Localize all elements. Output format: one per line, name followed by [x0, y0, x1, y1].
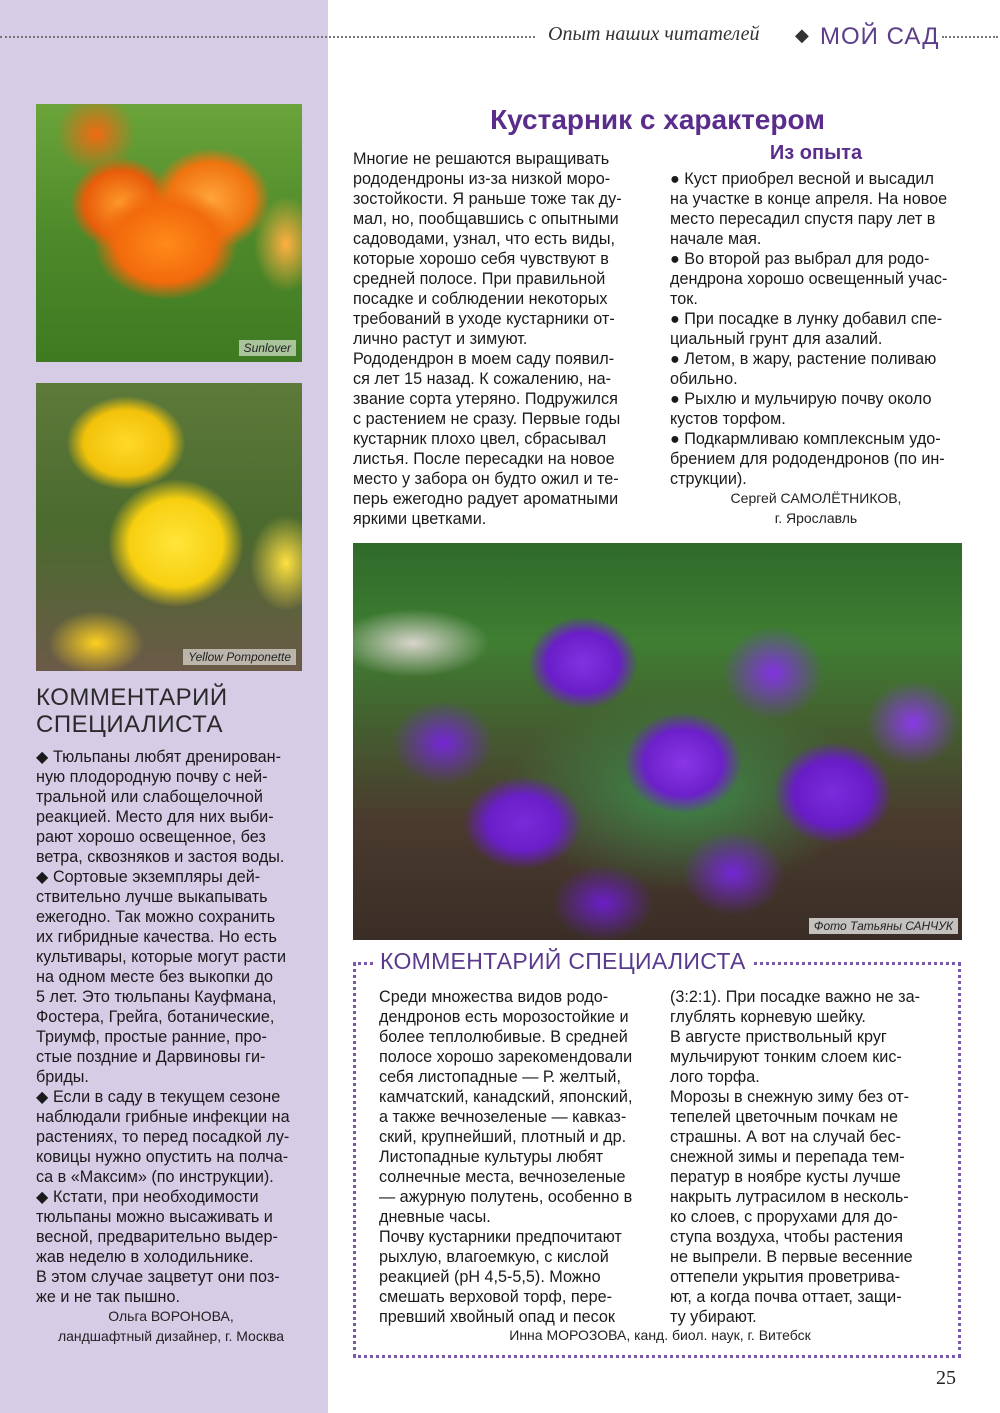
text-line: дневные часы. [379, 1208, 491, 1226]
text-line: Рододендрон в моем саду появил- [353, 350, 615, 368]
article-left-column [353, 149, 645, 529]
sidebar-heading [36, 684, 228, 738]
specialist-comment-heading: КОММЕНТАРИЙ СПЕЦИАЛИСТА [374, 948, 752, 975]
header-diamond-icon: ◆ [795, 25, 809, 45]
text-line: мал, но, пообщавшись с опытными [353, 210, 619, 228]
text-line: ковицы нужно опустить на полча- [36, 1148, 289, 1166]
text-line: место у забора он будто ожил и те- [353, 470, 619, 488]
text-line: же и не так пышно. [36, 1288, 180, 1306]
sunlover-tulip-photo [36, 104, 302, 362]
text-line: мульчируют тонким слоем кис- [670, 1048, 902, 1066]
header-dotted-rule-right [942, 36, 998, 38]
text-line: ступа воздуха, чтобы растения [670, 1228, 903, 1246]
text-line: полосе хорошо зарекомендовали [379, 1048, 633, 1066]
text-line: ский, крупнейший, плотный и др. [379, 1128, 627, 1146]
text-line: зостойкости. Я раньше тоже так ду- [353, 190, 622, 208]
text-line: ток. [670, 290, 698, 308]
text-line: ся лет 15 назад. К сожалению, на- [353, 370, 612, 388]
text-line: звание сорта утеряно. Подружился [353, 390, 618, 408]
comment-author: Инна МОРОЗОВА, канд. биол. наук, г. Витебск [509, 1327, 811, 1343]
text-line: снежной зимы и перепада тем- [670, 1148, 905, 1166]
header-dotted-rule-left [0, 36, 535, 38]
page-number: 25 [936, 1367, 956, 1389]
text-line: ● Рыхлю и мульчирую почву около [670, 390, 932, 408]
text-line: ют, а когда почва оттает, защи- [670, 1288, 902, 1306]
sidebar-author-name: Ольга ВОРОНОВА, [108, 1308, 234, 1324]
text-line: накрыть лутрасилом в несколь- [670, 1188, 909, 1206]
text-line: кустов торфом. [670, 410, 786, 428]
text-line: наблюдали грибные инфекции на [36, 1108, 290, 1126]
text-line: ◆ Тюльпаны любят дренирован- [36, 748, 281, 766]
text-line: — ажурную полутень, особенно в [379, 1188, 633, 1206]
text-line: В этом случае зацветут они поз- [36, 1268, 280, 1286]
text-line: ● Подкармливаю комплексным удо- [670, 430, 941, 448]
article-author-name: Сергей САМОЛЁТНИКОВ, [730, 490, 902, 506]
text-line: дендронов есть морозостойкие и [379, 1008, 629, 1026]
text-line: садоводами, узнал, что есть виды, [353, 230, 615, 248]
photo-caption: Yellow Pomponette [183, 649, 296, 665]
text-line: посадке и соблюдении некоторых [353, 290, 608, 308]
text-line: ● Во второй раз выбрал для родо- [670, 250, 930, 268]
rhododendron-photo [353, 543, 962, 940]
text-line: ● Летом, в жару, растение поливаю [670, 350, 937, 368]
text-line: струкции). [670, 470, 747, 488]
comment-left-column [379, 987, 645, 1327]
text-line: не выпрели. В первые весенние [670, 1248, 913, 1266]
text-line: себя листопадные — Р. желтый, [379, 1068, 621, 1086]
text-line: лично растут и зимуют. [353, 330, 528, 348]
text-line: дендрона хорошо освещенный учас- [670, 270, 948, 288]
text-line: а также вечнозеленые — кавказ- [379, 1108, 627, 1126]
text-line: средней полосе. При правильной [353, 270, 606, 288]
text-line: Фостера, Грейга, ботанические, [36, 1008, 275, 1026]
text-line: бриды. [36, 1068, 89, 1086]
text-line: тральной или слабощелочной [36, 788, 263, 806]
text-line: рододендроны из-за низкой моро- [353, 170, 611, 188]
sidebar-author [36, 1306, 306, 1346]
text-line: листья. После пересадки на новое [353, 450, 615, 468]
text-line: лого торфа. [670, 1068, 760, 1086]
text-line: ◆ Сортовые экземпляры дей- [36, 868, 261, 886]
text-line: камчатский, канадский, японский, [379, 1088, 633, 1106]
text-line: требований в уходе кустарники от- [353, 310, 615, 328]
yellow-pomponette-tulip-photo [36, 383, 302, 671]
text-line: с растением не сразу. Первые годы [353, 410, 621, 428]
text-line: стые поздние и Дарвиновы ги- [36, 1048, 266, 1066]
sidebar-comment-text [36, 747, 302, 1307]
text-line: обильно. [670, 370, 738, 388]
text-line: ◆ Если в саду в текущем сезоне [36, 1088, 281, 1106]
text-line: место пересадил спустя пару лет в [670, 210, 936, 228]
text-line: ко слоев, с прорухами для до- [670, 1208, 898, 1226]
text-line: ператур в ноябре кусты лучше [670, 1168, 901, 1186]
text-line: Листопадные культуры любят [379, 1148, 604, 1166]
text-line: ветра, сквозняков и застоя воды. [36, 848, 285, 866]
text-line: более теплолюбивые. В средней [379, 1028, 628, 1046]
header-kicker: Опыт наших читателей [548, 23, 760, 45]
text-line: ● При посадке в лунку добавил спе- [670, 310, 943, 328]
text-line: глублять корневую шейку. [670, 1008, 866, 1026]
text-line: кустарник плохо цвел, сбрасывал [353, 430, 607, 448]
header-section-title: МОЙ САД [820, 23, 940, 50]
text-line: яркими цветками. [353, 510, 487, 528]
text-line: превший хвойный опад и песок [379, 1308, 615, 1326]
article-title: Кустарник с характером [490, 104, 825, 135]
text-line: тепелей цветочным почкам не [670, 1108, 898, 1126]
text-line: ную плодородную почву с ней- [36, 768, 268, 786]
text-line: перь ежегодно радует ароматными [353, 490, 619, 508]
text-line: смешать верховой торф, пере- [379, 1288, 613, 1306]
text-line: ● Куст приобрел весной и высадил [670, 170, 934, 188]
sidebar-heading-line: СПЕЦИАЛИСТА [36, 711, 224, 738]
text-line: оттепели укрытия проветрива- [670, 1268, 900, 1286]
text-line: их гибридные качества. Но есть [36, 928, 277, 946]
text-line: реакцией (рН 4,5-5,5). Можно [379, 1268, 601, 1286]
text-line: ◆ Кстати, при необходимости [36, 1188, 259, 1206]
text-line: рают хорошо освещенное, без [36, 828, 266, 846]
text-line: страшны. А вот на случай бес- [670, 1128, 901, 1146]
photo-caption: Sunlover [239, 340, 296, 356]
text-line: циальный грунт для азалий. [670, 330, 883, 348]
text-line: са в «Максим» (по инструкции). [36, 1168, 274, 1186]
text-line: Среди множества видов родо- [379, 988, 609, 1006]
text-line: Почву кустарники предпочитают [379, 1228, 622, 1246]
article-subtitle: Из опыта [769, 142, 863, 164]
sidebar-author-role: ландшафтный дизайнер, г. Москва [57, 1328, 285, 1344]
photo-credit: Фото Татьяны САНЧУК [809, 918, 958, 934]
article-author [670, 488, 962, 528]
text-line: на одном месте без выкопки до [36, 968, 274, 986]
text-line: на участке в конце апреля. На новое [670, 190, 948, 208]
text-line: Морозы в снежную зиму без от- [670, 1088, 909, 1106]
text-line: рыхлую, влагоемкую, с кислой [379, 1248, 609, 1266]
comment-right-column [670, 987, 936, 1327]
text-line: брением для рододендронов (по ин- [670, 450, 945, 468]
text-line: Многие не решаются выращивать [353, 150, 610, 168]
text-line: ежегодно. Так можно сохранить [36, 908, 276, 926]
text-line: жав неделю в холодильнике. [36, 1248, 254, 1266]
text-line: тюльпаны можно высаживать и [36, 1208, 273, 1226]
article-author-city: г. Ярославль [774, 510, 858, 526]
text-line: 5 лет. Это тюльпаны Кауфмана, [36, 988, 277, 1006]
text-line: начале мая. [670, 230, 762, 248]
text-line: ствительно лучше выкапывать [36, 888, 268, 906]
text-line: весной, предварительно выдер- [36, 1228, 278, 1246]
text-line: ту убирают. [670, 1308, 757, 1326]
text-line: реакцией. Место для них выби- [36, 808, 274, 826]
text-line: (3:2:1). При посадке важно не за- [670, 988, 920, 1006]
text-line: которые хорошо себя чувствуют в [353, 250, 609, 268]
text-line: солнечные места, вечнозеленые [379, 1168, 626, 1186]
text-line: В августе приствольный круг [670, 1028, 887, 1046]
text-line: культивары, которые могут расти [36, 948, 287, 966]
article-right-column [670, 169, 962, 489]
text-line: растениях, то перед посадкой лу- [36, 1128, 290, 1146]
sidebar-heading-line: КОММЕНТАРИЙ [36, 684, 228, 711]
text-line: Триумф, простые ранние, про- [36, 1028, 267, 1046]
